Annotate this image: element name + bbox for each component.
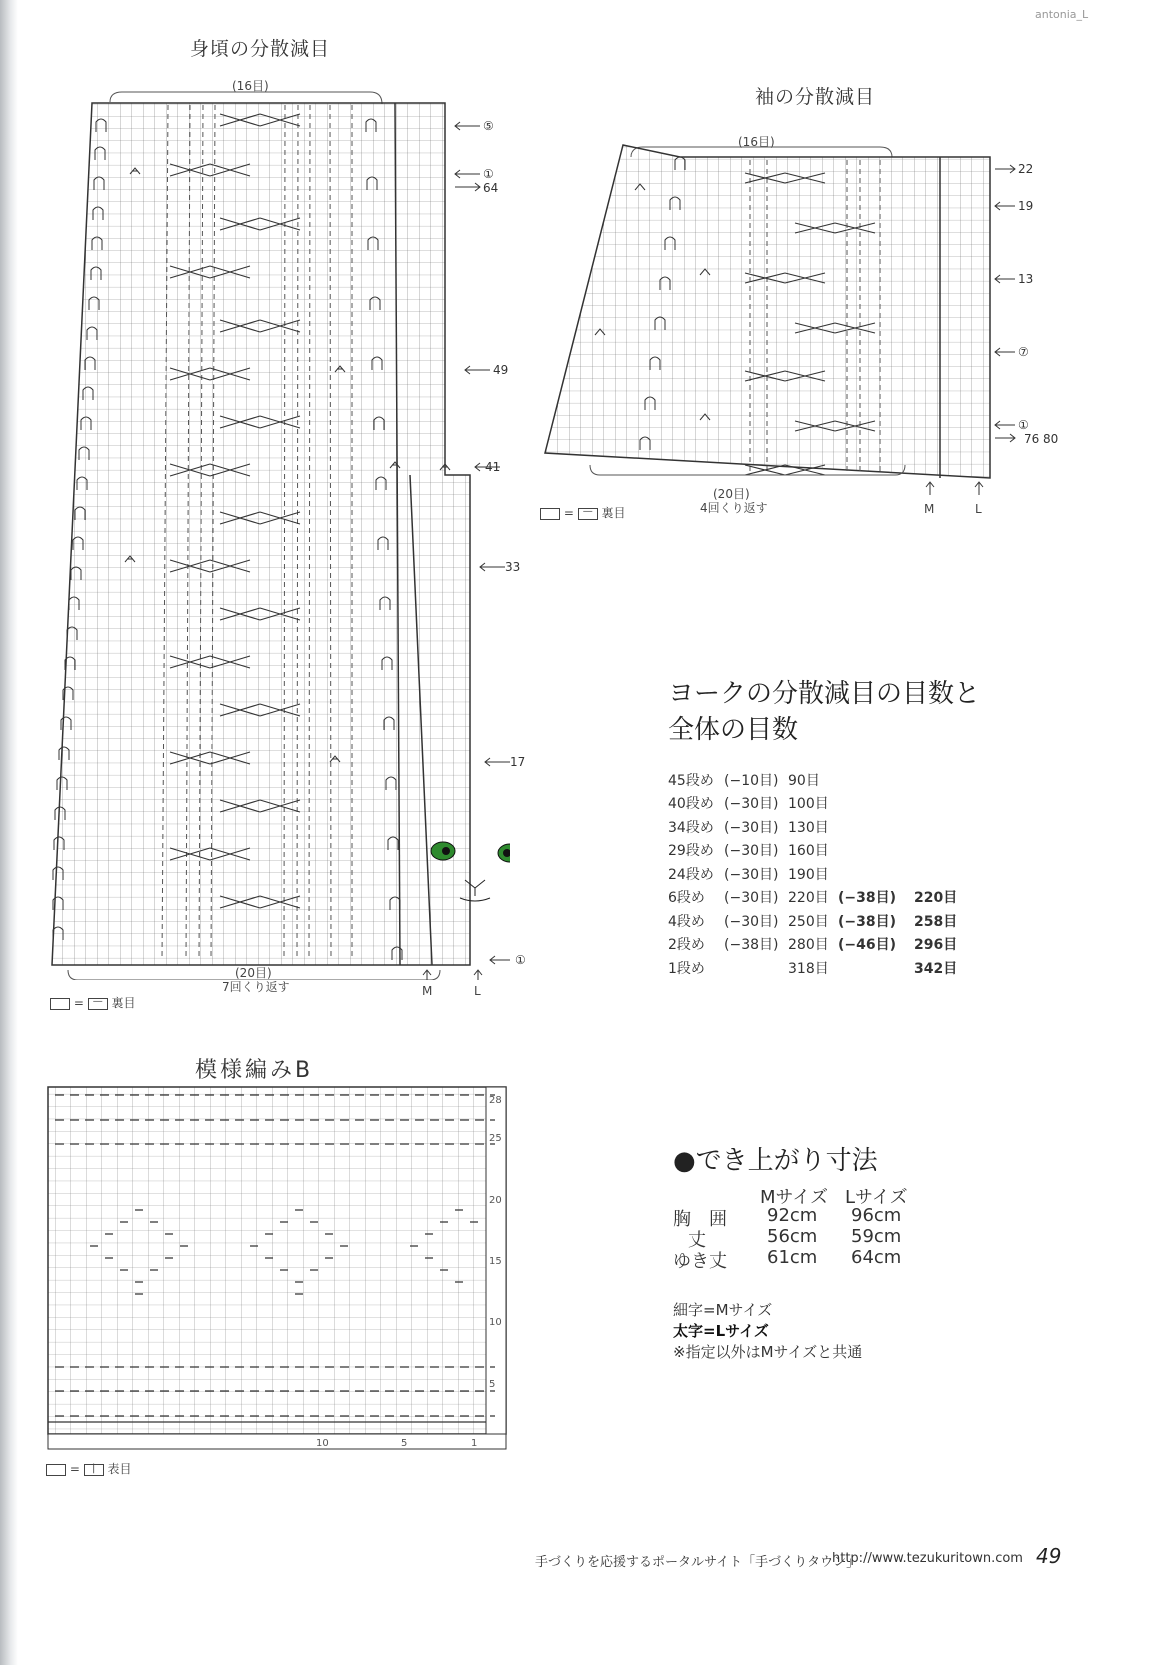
body-top-repeat: (16目) bbox=[232, 79, 269, 93]
dimensions-label-length: 丈 bbox=[688, 1230, 706, 1251]
pattern-b-row-20: 20 bbox=[489, 1195, 502, 1206]
pattern-b-row-28: 28 bbox=[489, 1095, 502, 1106]
sleeve-row-marker-22: 22 bbox=[1018, 162, 1034, 176]
dimensions-label-chest: 胸 囲 bbox=[673, 1209, 727, 1230]
body-row-marker-64: 64 bbox=[483, 181, 499, 195]
body-chart-title: 身頃の分散減目 bbox=[190, 38, 331, 60]
sleeve-legend: = — 裏目 bbox=[540, 504, 626, 521]
legend-empty-cell bbox=[46, 1464, 66, 1476]
sleeve-row-marker-13: 13 bbox=[1018, 272, 1034, 286]
yoke-row: 29段め (−30目) 160目 bbox=[668, 843, 829, 860]
sleeve-row-marker-7: ⑦ bbox=[1018, 345, 1029, 359]
sleeve-row-marker-80: 80 bbox=[1043, 432, 1059, 446]
note-thin: 細字=Mサイズ bbox=[673, 1301, 773, 1319]
legend-empty-cell bbox=[50, 998, 70, 1010]
legend-empty-cell bbox=[540, 508, 560, 520]
pattern-b-col-10: 10 bbox=[316, 1438, 329, 1449]
pattern-b-row-5: 5 bbox=[489, 1379, 496, 1390]
yoke-row: 1段め 318目 342目 bbox=[668, 960, 958, 977]
yoke-row: 6段め (−30目) 220目 (−38目) 220目 bbox=[668, 890, 958, 907]
yoke-row: 24段め (−30目) 190目 bbox=[668, 866, 829, 883]
yoke-row: 34段め (−30目) 130目 bbox=[668, 819, 829, 836]
body-bottom-repeat: (20目) bbox=[235, 966, 272, 980]
yoke-section bbox=[668, 676, 980, 980]
watermark: antonia_L bbox=[1035, 8, 1089, 21]
body-legend: = — 裏目 bbox=[50, 994, 136, 1011]
footer-text: 手づくりを応援するポータルサイト「手づくりタウン」 bbox=[535, 1555, 860, 1570]
sleeve-size-l-marker: L bbox=[975, 502, 982, 516]
sleeve-row-marker-1: ① bbox=[1018, 418, 1029, 432]
dimensions-chest-l: 96cm bbox=[851, 1205, 902, 1226]
pattern-b-row-25: 25 bbox=[489, 1133, 502, 1144]
body-bottom-repeat-note: 7回くり返す bbox=[222, 980, 290, 994]
dimensions-col-m: Mサイズ bbox=[760, 1187, 829, 1208]
pattern-b-col-1: 1 bbox=[471, 1438, 478, 1449]
pattern-b-row-10: 10 bbox=[489, 1317, 502, 1328]
body-row-marker-1: ① bbox=[515, 953, 526, 967]
legend-knit-cell: | bbox=[84, 1464, 104, 1476]
body-row-marker-5: ⑤ bbox=[483, 119, 494, 133]
pattern-b-title: 模様編みB bbox=[195, 1058, 314, 1083]
sleeve-top-repeat: (16目) bbox=[738, 135, 775, 149]
body-size-l-marker: L bbox=[474, 984, 481, 998]
yoke-heading-line2: 全体の目数 bbox=[668, 715, 799, 745]
body-row-marker-33: 33 bbox=[505, 560, 521, 574]
yoke-row: 4段め (−30目) 250目 (−38目) 258目 bbox=[668, 913, 958, 930]
dimensions-chest-m: 92cm bbox=[767, 1205, 818, 1226]
body-row-marker-49: 49 bbox=[493, 363, 509, 377]
body-row-marker-17: 17 bbox=[510, 755, 526, 769]
footer-url[interactable]: http://www.tezukuritown.com bbox=[832, 1551, 1023, 1566]
sleeve-row-marker-76: 76 bbox=[1024, 432, 1040, 446]
yoke-table bbox=[668, 768, 980, 980]
dimensions-length-l: 59cm bbox=[851, 1226, 902, 1247]
yoke-row: 2段め (−38目) 280目 (−46目) 296目 bbox=[668, 937, 958, 954]
pattern-b-row-15: 15 bbox=[489, 1256, 502, 1267]
yoke-heading-line1: ヨークの分散減目の目数と bbox=[668, 679, 981, 709]
note-bold: 太字=Lサイズ bbox=[673, 1322, 769, 1340]
body-size-m-marker: M bbox=[422, 984, 433, 998]
body-row-marker-41: 41 bbox=[485, 460, 501, 474]
dimensions-length-m: 56cm bbox=[767, 1226, 818, 1247]
yoke-row: 45段め (−10目) 90目 bbox=[668, 772, 820, 789]
dimensions-sleeve-m: 61cm bbox=[767, 1247, 818, 1268]
dimensions-sleeve-l: 64cm bbox=[851, 1247, 902, 1268]
sleeve-size-m-marker: M bbox=[924, 502, 935, 516]
sleeve-chart-title: 袖の分散減目 bbox=[755, 86, 876, 108]
sleeve-bottom-repeat-note: 4回くり返す bbox=[700, 501, 768, 515]
page-spine-shadow bbox=[0, 0, 18, 1665]
sleeve-decrease-chart bbox=[535, 135, 1055, 495]
sleeve-bottom-repeat: (20目) bbox=[713, 487, 750, 501]
pattern-b-chart bbox=[40, 1082, 520, 1457]
dimensions-heading: ●でき上がり寸法 bbox=[673, 1146, 878, 1176]
dimensions-col-l: Lサイズ bbox=[845, 1187, 908, 1208]
legend-purl-cell: — bbox=[88, 998, 108, 1010]
page-number: 49 bbox=[1036, 1544, 1062, 1568]
yoke-row: 40段め (−30目) 100目 bbox=[668, 796, 829, 813]
dimensions-label-sleeve: ゆき丈 bbox=[673, 1251, 727, 1272]
pattern-b-legend-label: 表目 bbox=[107, 1462, 132, 1476]
pattern-b-legend: = | 表目 bbox=[46, 1460, 132, 1477]
body-row-marker-1-top: ① bbox=[483, 167, 494, 181]
note-common: ※指定以外はMサイズと共通 bbox=[673, 1343, 863, 1361]
body-decrease-chart bbox=[40, 80, 510, 980]
pattern-b-col-5: 5 bbox=[401, 1438, 408, 1449]
sleeve-legend-label: 裏目 bbox=[601, 506, 626, 520]
legend-purl-cell: — bbox=[578, 508, 598, 520]
body-legend-label: 裏目 bbox=[111, 996, 136, 1010]
sleeve-row-marker-19: 19 bbox=[1018, 199, 1034, 213]
